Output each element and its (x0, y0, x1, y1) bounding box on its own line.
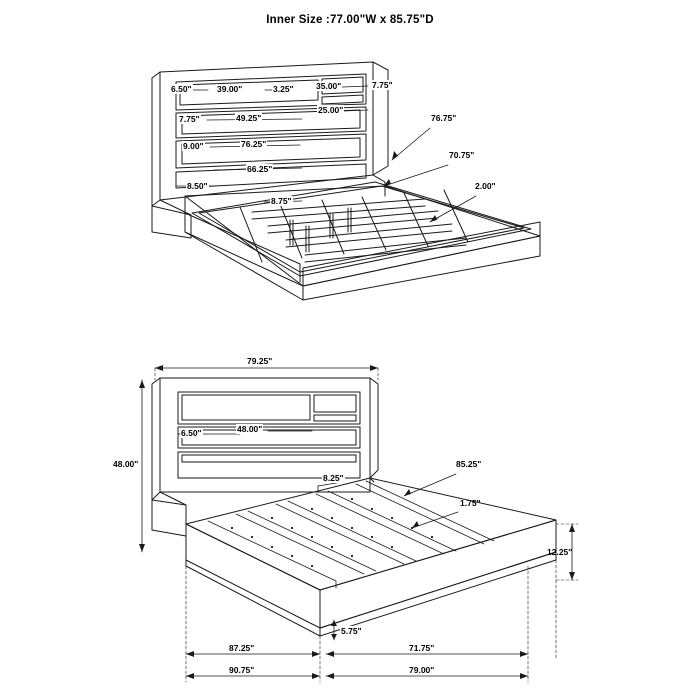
dimension-label: 1.75" (460, 498, 481, 508)
dimension-label: 79.00" (409, 665, 435, 675)
dimension-label: 25.00" (318, 105, 344, 115)
dimension-label: 48.00" (237, 424, 263, 434)
dimension-label: 76.75" (431, 113, 457, 123)
dimension-label: 79.25" (247, 356, 273, 366)
dimension-label: 5.75" (341, 626, 362, 636)
dimension-label: 12.25" (547, 547, 573, 557)
dimension-label: 85.25" (456, 459, 482, 469)
dimension-label: 8.50" (187, 181, 208, 191)
dimension-label: 6.50" (181, 428, 202, 438)
dimension-label: 7.75" (372, 80, 393, 90)
page-title: Inner Size :77.00"W x 85.75"D (266, 14, 434, 26)
dimension-label: 71.75" (409, 643, 435, 653)
dimension-label: 2.00" (475, 181, 496, 191)
dimension-label: 9.00" (183, 141, 204, 151)
dimension-label: 70.75" (449, 150, 475, 160)
dimension-label: 35.00" (316, 81, 342, 91)
dimension-label: 39.00" (217, 84, 243, 94)
dimension-label: 48.00" (113, 459, 139, 469)
dimension-label: 87.25" (229, 643, 255, 653)
dimension-label: 7.75" (179, 114, 200, 124)
dimension-label: 49.25" (236, 113, 262, 123)
dimension-label: 3.25" (273, 84, 294, 94)
dimension-label: 76.25" (241, 139, 267, 149)
dimension-label: 90.75" (229, 665, 255, 675)
dimension-label: 8.25" (323, 473, 344, 483)
dimension-label: 66.25" (247, 164, 273, 174)
dimension-label: 6.50" (171, 84, 192, 94)
dimension-label: 8.75" (271, 196, 292, 206)
